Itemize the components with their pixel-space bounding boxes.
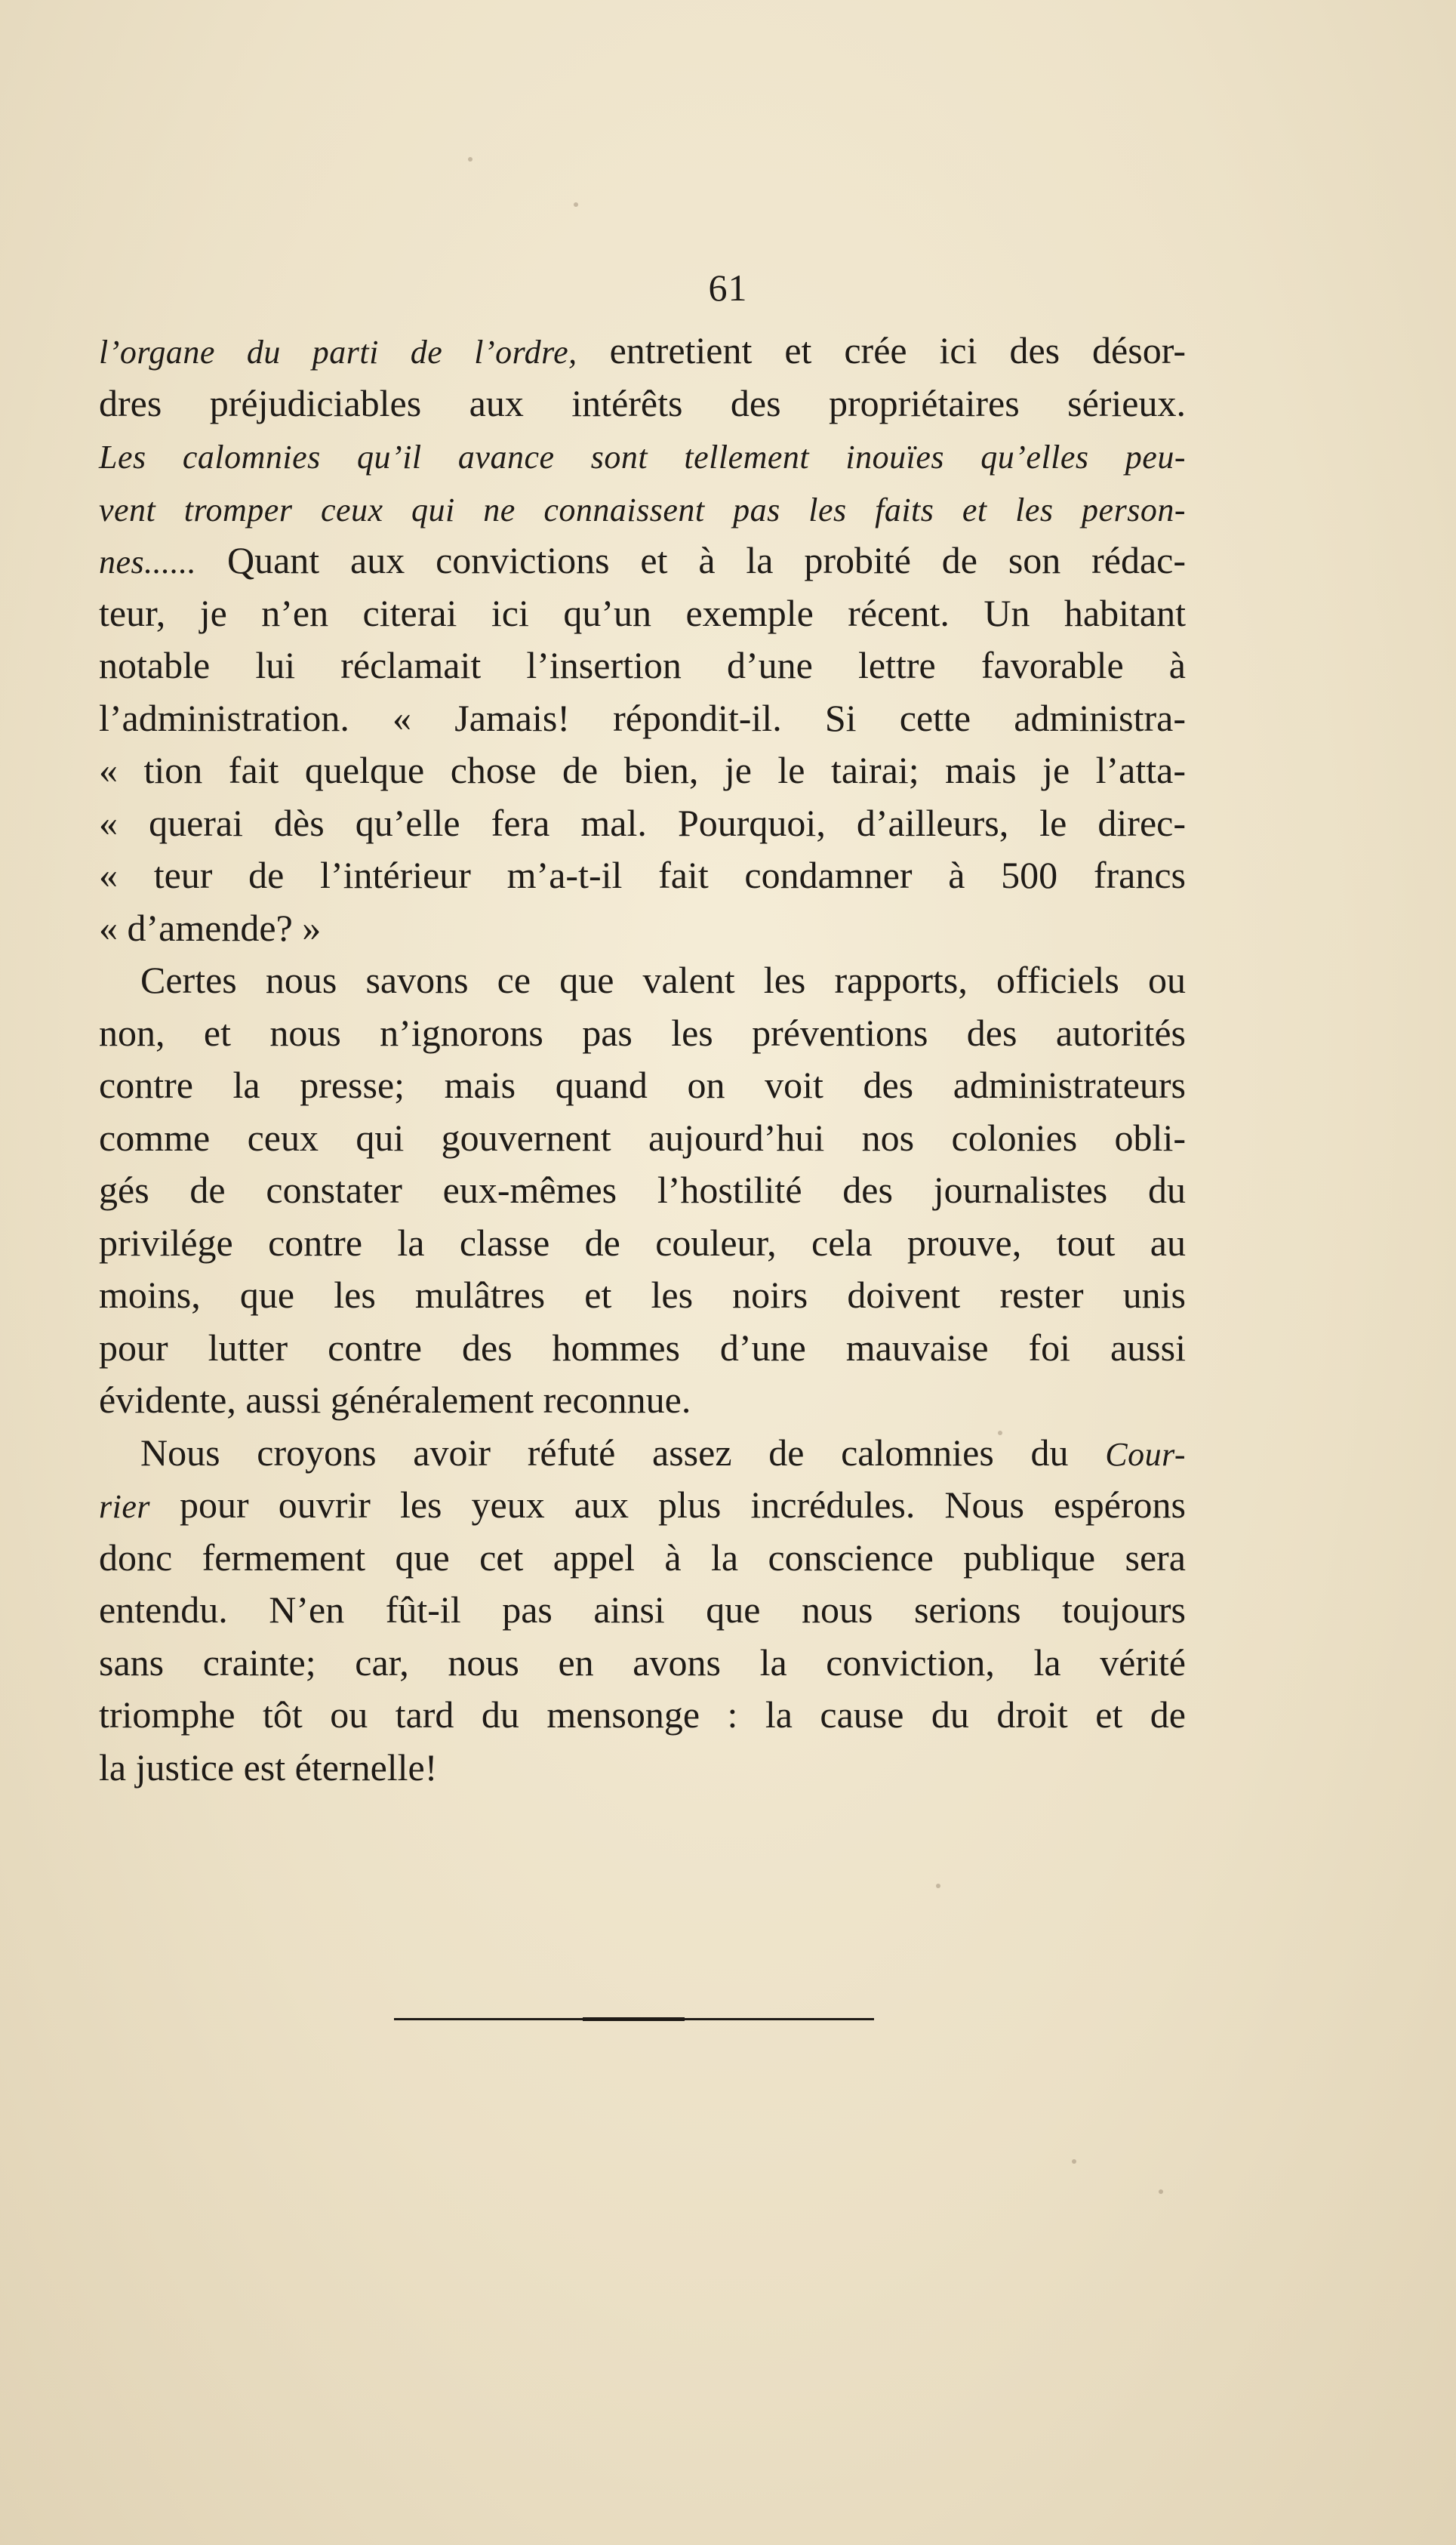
paper-speck [468, 157, 473, 162]
text-line [99, 1479, 1186, 1532]
italic-text: vent tromper ceux qui ne connaissent pas les faits et les person- [99, 491, 1186, 528]
italic-text: Cour- [1105, 1435, 1186, 1473]
text-span: pour ouvrir les yeux aux plus incrédules. Nous espérons [150, 1484, 1186, 1526]
end-rule [394, 2018, 874, 2020]
italic-text: rier [99, 1488, 150, 1525]
text-line [99, 744, 1186, 797]
paper-speck [1072, 2159, 1076, 2164]
text-span: non, et nous n’ignorons pas les préventions des autorités [99, 1011, 1186, 1054]
text-span: « tion fait quelque chose de bien, je le tairai; mais je l’atta- [99, 749, 1186, 791]
text-line [99, 1007, 1186, 1060]
text-span: entretient et crée ici des désor- [577, 329, 1186, 371]
text-line [99, 1269, 1186, 1322]
text-line [99, 1637, 1186, 1690]
text-line [99, 482, 1186, 535]
italic-text: Les calomnies qu’il avance sont tellement inouïes qu’elles peu- [99, 439, 1186, 476]
page-number: 61 [708, 267, 748, 309]
body-text [99, 325, 1186, 1794]
text-line [99, 902, 1186, 955]
italic-text: nes...... [99, 544, 197, 581]
paper-speck [1159, 2189, 1163, 2194]
text-span: dres préjudiciables aux intérêts des propriétaires sérieux. [99, 381, 1186, 424]
text-span: « querai dès qu’elle fera mal. Pourquoi, d’ailleurs, le direc- [99, 801, 1186, 844]
text-span: gés de constater eux-mêmes l’hostilité des journalistes du [99, 1169, 1186, 1211]
text-line [99, 1427, 1186, 1480]
text-line [99, 692, 1186, 745]
paper-speck [998, 1431, 1002, 1435]
text-span: triomphe tôt ou tard du mensonge : la cause du droit et de [99, 1693, 1186, 1736]
text-span: l’administration. « Jamais! répondit-il. Si cette administra- [99, 696, 1186, 739]
text-line [99, 430, 1186, 482]
text-span: moins, que les mulâtres et les noirs doivent rester unis [99, 1274, 1186, 1316]
text-line [99, 1322, 1186, 1375]
text-line [99, 587, 1186, 640]
text-span: Quant aux convictions et à la probité de son rédac- [196, 539, 1186, 581]
text-span: notable lui réclamait l’insertion d’une lettre favorable à [99, 644, 1186, 686]
text-span: évidente, aussi généralement reconnue. [99, 1379, 691, 1421]
text-line [99, 1112, 1186, 1165]
text-line [99, 377, 1186, 430]
paper-speck [574, 202, 578, 207]
paper-speck [936, 1884, 940, 1888]
text-span: teur, je n’en citerai ici qu’un exemple récent. Un habitant [99, 591, 1186, 634]
text-line [99, 1217, 1186, 1270]
text-span: donc fermement que cet appel à la conscience publique sera [99, 1536, 1186, 1579]
text-line [99, 535, 1186, 587]
text-span: comme ceux qui gouvernent aujourd’hui nos colonies obli- [99, 1116, 1186, 1159]
text-span: la justice est éternelle! [99, 1745, 438, 1789]
text-line [99, 325, 1186, 377]
text-line [99, 849, 1186, 902]
text-span: contre la presse; mais quand on voit des administrateurs [99, 1064, 1186, 1106]
text-line [99, 1742, 1186, 1795]
text-line [99, 1374, 1186, 1427]
text-span: privilége contre la classe de couleur, cela prouve, tout au [99, 1221, 1186, 1264]
text-line [99, 954, 1186, 1007]
text-line [99, 639, 1186, 692]
text-span: pour lutter contre des hommes d’une mauvaise foi aussi [99, 1326, 1186, 1369]
text-line [99, 1532, 1186, 1585]
text-line [99, 1584, 1186, 1637]
text-span: sans crainte; car, nous en avons la conviction, la vérité [99, 1641, 1186, 1684]
text-span: Nous croyons avoir réfuté assez de calomnies du [140, 1431, 1106, 1474]
text-line [99, 1164, 1186, 1217]
text-line [99, 1059, 1186, 1112]
text-span: « teur de l’intérieur m’a-t-il fait condamner à 500 francs [99, 854, 1186, 896]
text-span: entendu. N’en fût-il pas ainsi que nous serions toujours [99, 1588, 1186, 1631]
text-span: Certes nous savons ce que valent les rapports, officiels ou [140, 959, 1186, 1001]
text-line [99, 797, 1186, 850]
italic-text: l’organe du parti de l’ordre, [99, 334, 577, 371]
text-line [99, 1689, 1186, 1742]
text-span: « d’amende? » [99, 906, 322, 949]
